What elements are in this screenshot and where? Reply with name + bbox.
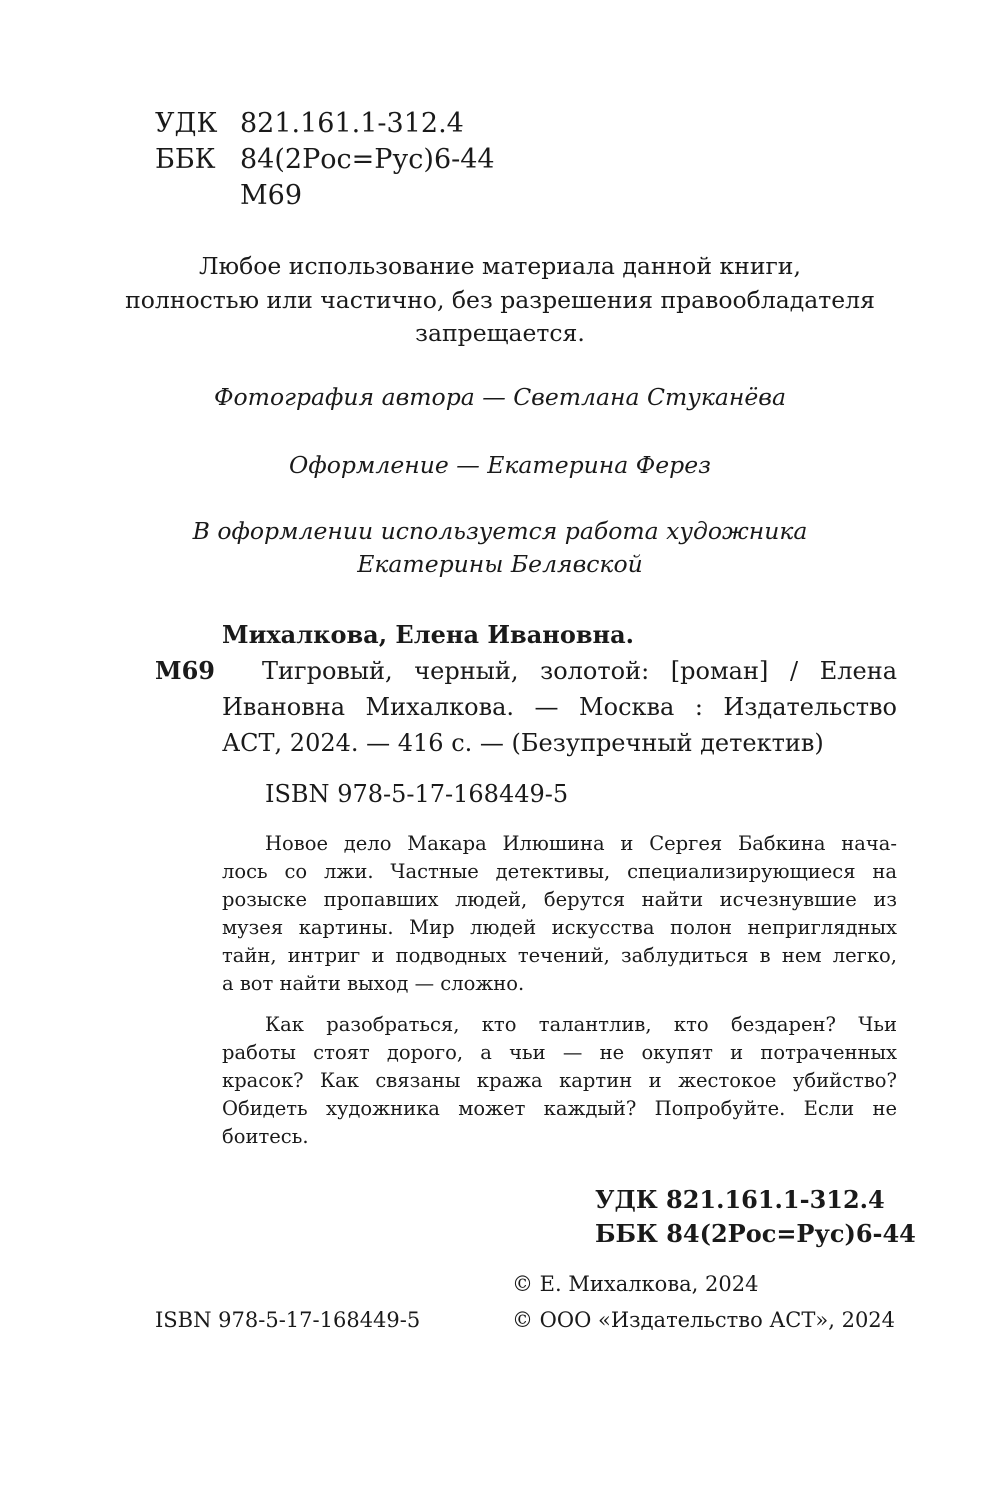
photo-credit: Фотография автора — Светлана Стуканёва [214,383,786,411]
copyright-publisher: © ООО «Издательство АСТ», 2024 [512,1308,896,1332]
record-sign: М69 [155,656,215,685]
record-description-line-1: Тигровый, черный, золотой: [роман] / Елена [262,657,897,685]
annotation-p2-line-2: работы стоят дорого, а чьи — не окупят и потраченных [222,1041,897,1064]
annotation-p2-line-3: красок? Как связаны кража картин и жестокое убийство? [222,1069,897,1092]
artwork-credit-line-2: Екатерины Белявской [357,550,643,578]
artwork-credit-line-1: В оформлении используется работа художника [192,517,808,545]
author-sign: М69 [240,180,303,211]
annotation-p2-line-5: боитесь. [222,1125,309,1148]
footer-bbk: ББК 84(2Рос=Рус)6-44 [595,1219,916,1248]
notice-line-3: запрещается. [415,319,585,347]
udk-value: 821.161.1-312.4 [240,108,464,139]
annotation-p1-line-3: розыске пропавших людей, берутся найти исчезнувшие из [222,888,897,911]
record-description-line-3: АСТ, 2024. — 416 с. — (Безупречный детектив) [222,729,824,757]
record-author: Михалкова, Елена Ивановна. [222,620,635,649]
annotation-p1-line-5: тайн, интриг и подводных течений, заблудиться в нем легко, [222,944,897,967]
annotation-p1-line-2: лось со лжи. Частные детективы, специализирующиеся на [222,860,897,883]
annotation-p1-line-4: музея картины. Мир людей искусства полон неприглядных [222,916,897,939]
annotation-p2-line-4: Обидеть художника может каждый? Попробуйте. Если не [222,1097,897,1120]
record-isbn: ISBN 978-5-17-168449-5 [265,780,569,808]
annotation-p2-line-1: Как разобраться, кто талантлив, кто бездарен? Чьи [265,1013,897,1036]
record-description-line-2: Ивановна Михалкова. — Москва : Издательство [222,693,897,721]
bbk-value: 84(2Рос=Рус)6-44 [240,144,495,175]
annotation-p1-line-1: Новое дело Макара Илюшина и Сергея Бабкина нача- [265,832,897,855]
notice-line-1: Любое использование материала данной книги, [199,252,801,280]
footer-isbn: ISBN 978-5-17-168449-5 [155,1308,421,1332]
bbk-label: ББК [155,144,216,175]
annotation-p1-line-6: а вот найти выход — сложно. [222,972,525,995]
udk-label: УДК [155,108,218,139]
design-credit: Оформление — Екатерина Ферез [289,451,711,479]
notice-line-2: полностью или частично, без разрешения правообладателя [125,286,875,314]
copyright-author: © Е. Михалкова, 2024 [512,1272,759,1296]
footer-udk: УДК 821.161.1-312.4 [595,1185,885,1214]
